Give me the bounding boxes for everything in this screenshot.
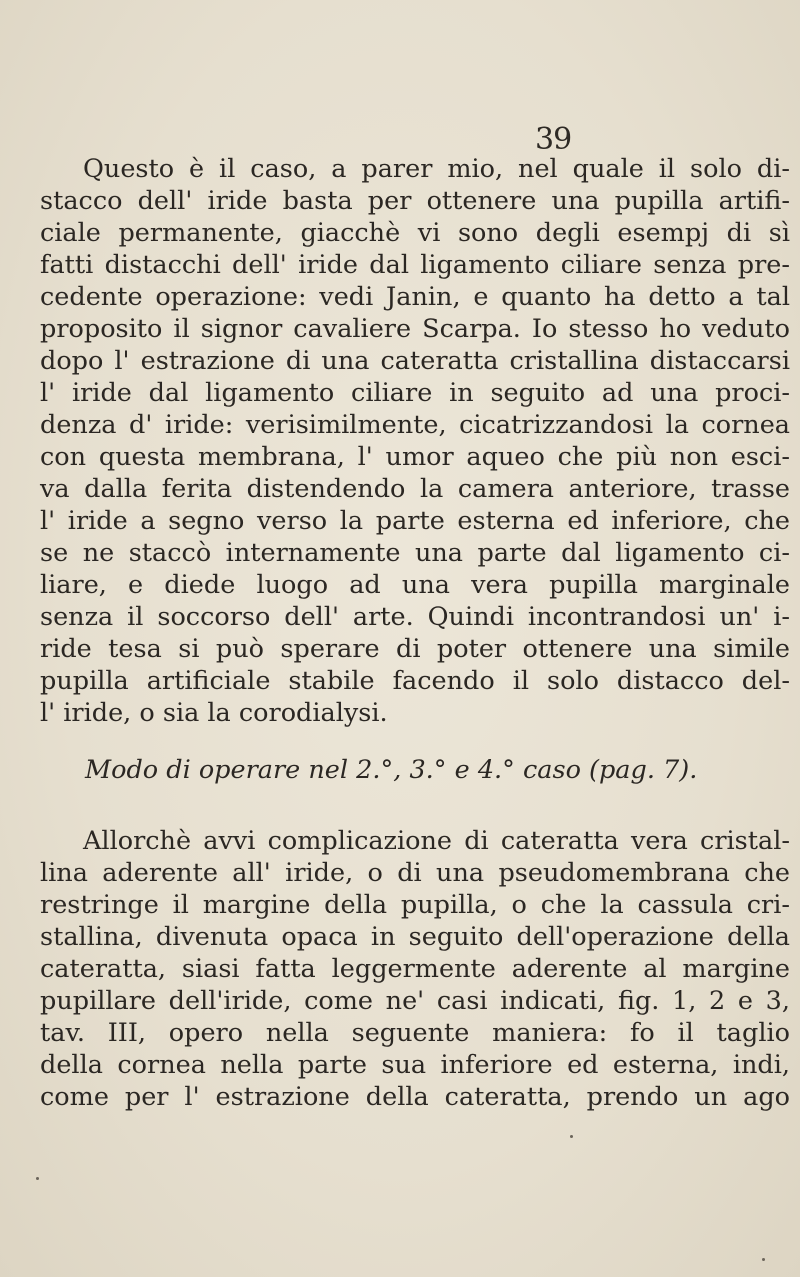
text-line: l' iride dal ligamento ciliare in seguito ad una proci- — [40, 378, 790, 408]
text-line: della cornea nella parte sua inferiore ed esterna, indi, — [40, 1050, 790, 1080]
text-line: cedente operazione: vedi Janin, e quanto ha detto a tal — [40, 282, 790, 312]
text-line: se ne staccò internamente una parte dal ligamento ci- — [40, 538, 790, 568]
text-line: pupillare dell'iride, come ne' casi indicati, fig. 1, 2 e 3, — [40, 986, 790, 1016]
text-line: come per l' estrazione della cateratta, prendo un ago — [40, 1082, 790, 1112]
text-line: cateratta, siasi fatta leggermente aderente al margine — [40, 954, 790, 984]
text-line: restringe il margine della pupilla, o che la cassula cri- — [40, 890, 790, 920]
text-line: l' iride a segno verso la parte esterna ed inferiore, che — [40, 506, 790, 536]
text-line: senza il soccorso dell' arte. Quindi incontrandosi un' i- — [40, 602, 790, 632]
text-line: l' iride, o sia la corodialysi. — [40, 698, 388, 728]
paper-speck — [762, 1258, 765, 1261]
text-line: tav. III, opero nella seguente maniera: fo il taglio — [40, 1018, 790, 1048]
text-line: Allorchè avvi complicazione di cateratta vera cristal- — [83, 826, 790, 856]
text-line: stacco dell' iride basta per ottenere una pupilla artifi- — [40, 186, 790, 216]
section-heading: Modo di operare nel 2.°, 3.° e 4.° caso (pag. 7). — [85, 755, 698, 785]
text-line: Questo è il caso, a parer mio, nel quale il solo di- — [83, 154, 790, 184]
text-line: proposito il signor cavaliere Scarpa. Io stesso ho veduto — [40, 314, 790, 344]
text-line: fatti distacchi dell' iride dal ligamento ciliare senza pre- — [40, 250, 790, 280]
text-line: lina aderente all' iride, o di una pseudomembrana che — [40, 858, 790, 888]
paper-speck — [570, 1135, 573, 1138]
text-line: pupilla artificiale stabile facendo il solo distacco del- — [40, 666, 790, 696]
page-number: 39 — [535, 122, 572, 157]
text-line: denza d' iride: verisimilmente, cicatrizzandosi la cornea — [40, 410, 790, 440]
text-line: va dalla ferita distendendo la camera anteriore, trasse — [40, 474, 790, 504]
text-line: con questa membrana, l' umor aqueo che più non esci- — [40, 442, 790, 472]
paper-speck — [36, 1177, 39, 1180]
text-line: ciale permanente, giacchè vi sono degli esempj di sì — [40, 218, 790, 248]
text-line: liare, e diede luogo ad una vera pupilla marginale — [40, 570, 790, 600]
text-line: ride tesa si può sperare di poter ottenere una simile — [40, 634, 790, 664]
text-line: stallina, divenuta opaca in seguito dell'operazione della — [40, 922, 790, 952]
text-line: dopo l' estrazione di una cateratta cristallina distaccarsi — [40, 346, 790, 376]
